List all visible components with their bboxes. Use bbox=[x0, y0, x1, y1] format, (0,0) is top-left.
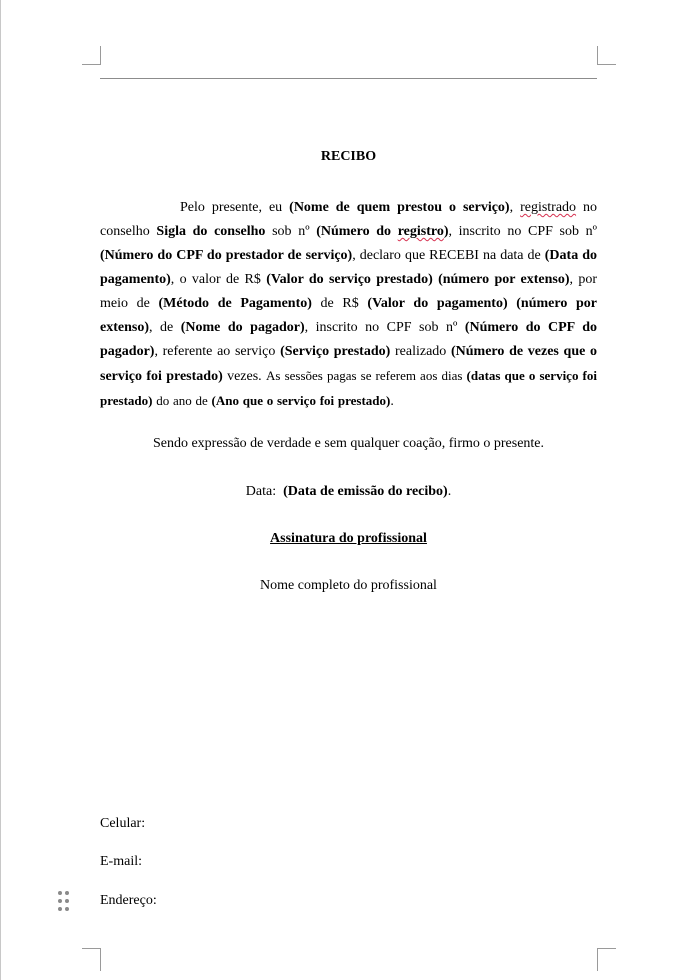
spellcheck-word-registro[interactable]: registro bbox=[397, 224, 444, 239]
margin-mark-top-left bbox=[82, 46, 101, 65]
signature-label[interactable]: Assinatura do profissional bbox=[270, 531, 427, 546]
phone-label[interactable]: Celular: bbox=[100, 816, 146, 831]
margin-mark-bottom-right bbox=[597, 948, 616, 971]
page-edge bbox=[0, 0, 1, 980]
margin-mark-top-right bbox=[597, 46, 616, 65]
email-label[interactable]: E-mail: bbox=[100, 854, 142, 869]
margin-mark-bottom-left bbox=[82, 948, 101, 971]
header-divider bbox=[100, 78, 597, 79]
issue-date-line[interactable]: Data: (Data de emissão do recibo). bbox=[245, 484, 452, 499]
date-value: (Data de emissão do recibo) bbox=[283, 484, 448, 499]
full-name-label[interactable]: Nome completo do profissional bbox=[260, 578, 437, 593]
body-paragraph[interactable]: Pelo presente, eu (Nome de quem prestou o serviço), registrado no conselho Sigla do conselho sob nº (Número do registro), inscrito no CPF sob nº (Número do CPF do prestador de serviço), declaro que RECEBI na data de (Data do pagamento), o valor de R$ (Valor do serviço prestado) (número por extenso), por meio de (Método de Pagamento) de R$ (Valor do pagamento) (número por extenso), de (Nome do pagador), inscrito no CPF sob nº (Número do CPF do pagador), referente ao serviço (Serviço prestado) realizado (Número de vezes que o serviço foi prestado) vezes. As sessões pagas se referem aos dias (datas que o serviço foi prestado) do ano de (Ano que o serviço foi prestado). bbox=[100, 200, 598, 409]
spellcheck-word-registrado[interactable]: registrado bbox=[520, 200, 577, 215]
document-title[interactable]: RECIBO bbox=[320, 149, 377, 164]
date-label: Data: bbox=[245, 484, 277, 499]
address-label[interactable]: Endereço: bbox=[100, 893, 157, 908]
declaration-text[interactable]: Sendo expressão de verdade e sem qualquer coação, firmo o presente. bbox=[152, 436, 545, 451]
drag-handle-icon[interactable] bbox=[57, 890, 71, 912]
